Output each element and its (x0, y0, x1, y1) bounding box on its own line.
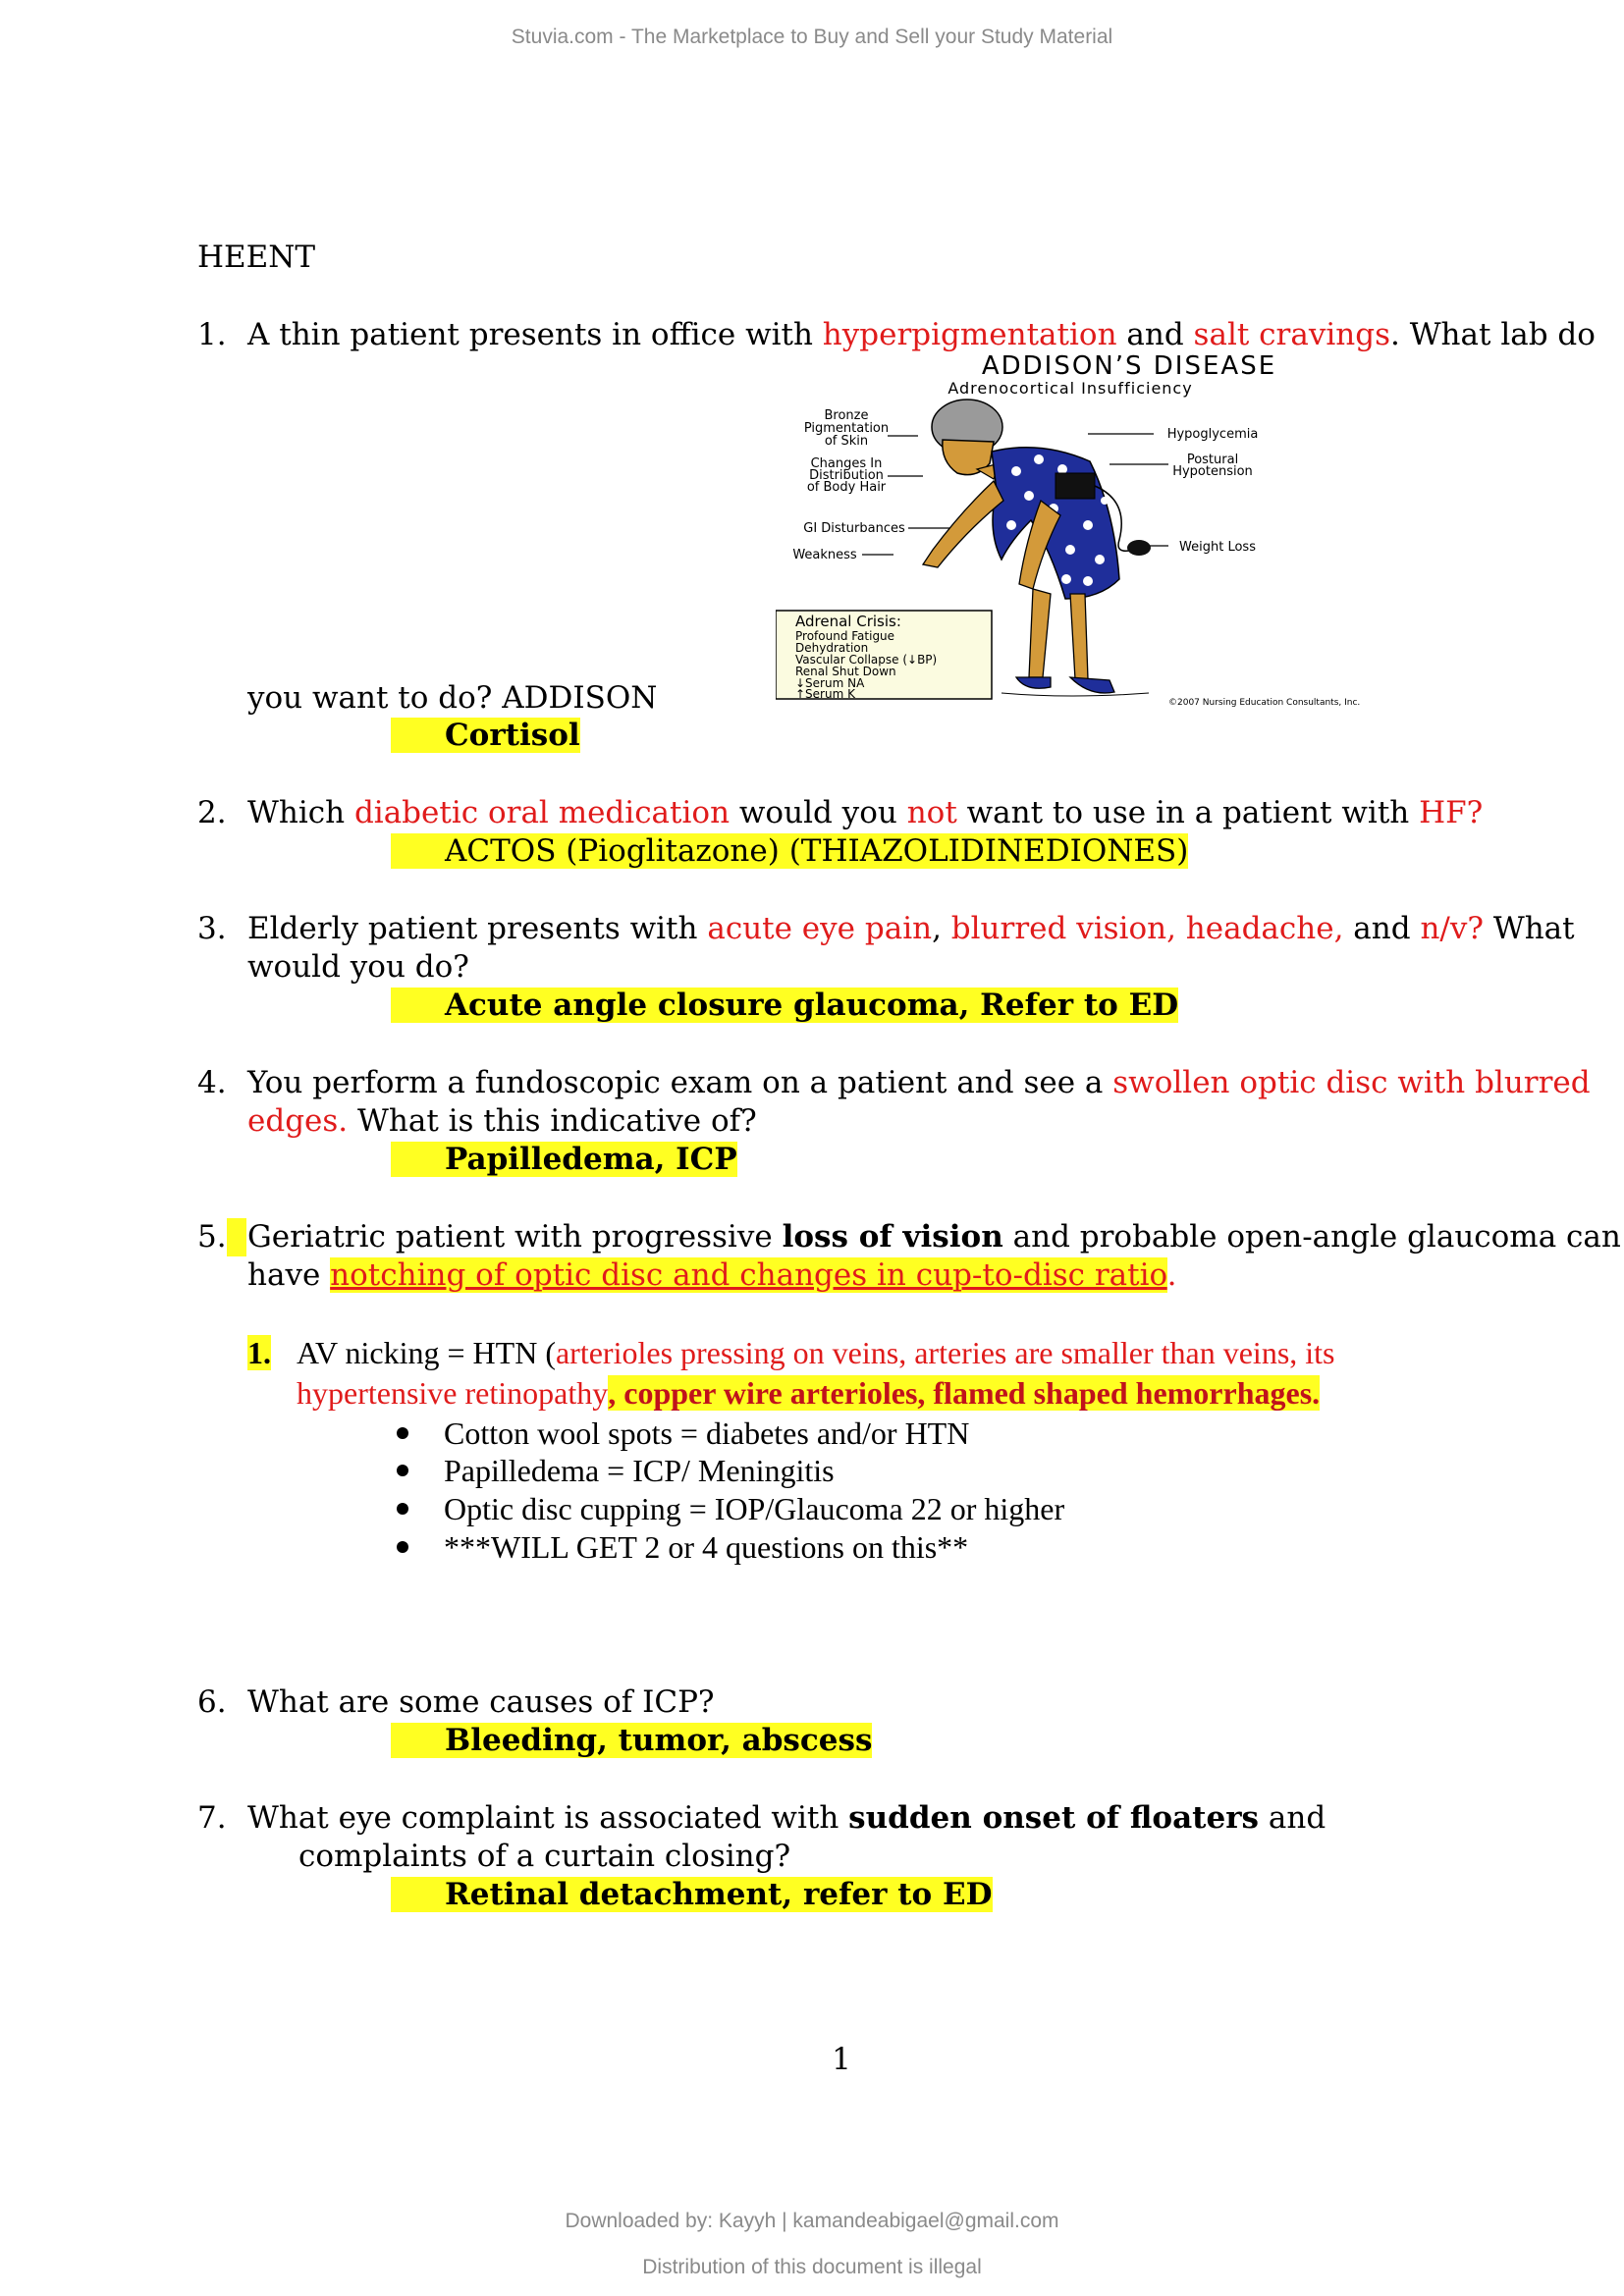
question-5-text-line2: have notching of optic disc and changes in cup-to-disc ratio. (247, 1257, 1177, 1293)
question-5-text: Geriatric patient with progressive loss of vision and probable open-angle glaucoma can (247, 1219, 1621, 1255)
addisons-illustration (776, 353, 1384, 721)
crisis-item: ↓Serum NA (795, 676, 865, 690)
label-postural: Postural (1186, 453, 1239, 467)
label-changes-in: Changes In (810, 456, 883, 471)
question-3-number: 3. (197, 911, 227, 946)
sub-item-text: AV nicking = HTN (arterioles pressing on veins, arteries are smaller than veins, its (297, 1335, 1335, 1370)
question-6-text: What are some causes of ICP? (247, 1684, 715, 1720)
crisis-item: Renal Shut Down (795, 665, 896, 678)
question-2-number: 2. (197, 795, 227, 830)
question-3-answer: Acute angle closure glaucoma, Refer to ED (391, 987, 1178, 1025)
footer-downloaded: Downloaded by: Kayyh | kamandeabigael@gmail.com (565, 2210, 1059, 2232)
question-6-number: 6. (197, 1684, 227, 1720)
question-4-text: You perform a fundoscopic exam on a patient and see a swollen optic disc with blurred (247, 1065, 1591, 1100)
question-4-number: 4. (197, 1065, 227, 1100)
bullet-dot (397, 1465, 408, 1476)
question-2-text: Which diabetic oral medication would you not want to use in a patient with HF? (247, 795, 1484, 830)
label-hypotension: Hypotension (1172, 464, 1253, 479)
figure-credit: ©2007 Nursing Education Consultants, Inc. (1168, 698, 1361, 708)
crisis-item: Dehydration (795, 641, 869, 655)
page-number: 1 (832, 2042, 851, 2077)
crisis-title: Adrenal Crisis: (795, 613, 901, 630)
question-4-text-line2: edges. What is this indicative of? (247, 1103, 757, 1139)
question-7-answer: Retinal detachment, refer to ED (391, 1876, 993, 1914)
label-hypoglycemia: Hypoglycemia (1166, 427, 1259, 442)
question-1-answer: Cortisol (391, 717, 580, 755)
sub-item-text-line2: hypertensive retinopathy, copper wire arterioles, flamed shaped hemorrhages. (297, 1375, 1321, 1411)
question-7-text: What eye complaint is associated with sudden onset of floaters and (247, 1800, 1326, 1836)
crisis-item: Vascular Collapse (↓BP) (795, 653, 938, 667)
question-1-text: A thin patient presents in office with hyperpigmentation and salt cravings. What lab do (247, 317, 1596, 352)
question-7-text-line2: complaints of a curtain closing? (298, 1839, 791, 1874)
header-banner: Stuvia.com - The Marketplace to Buy and Sell your Study Material (511, 26, 1113, 48)
label-pigmentation: Pigmentation (803, 421, 890, 436)
sub-item-number: 1. (247, 1335, 271, 1370)
fundus-finding-2: Papilledema = ICP/ Meningitis (444, 1453, 835, 1488)
label-weakness: Weakness (792, 548, 857, 562)
label-distribution: Distribution (809, 468, 884, 483)
question-4-answer: Papilledema, ICP (391, 1141, 737, 1179)
fundus-finding-1: Cotton wool spots = diabetes and/or HTN (444, 1415, 970, 1451)
footer-illegal: Distribution of this document is illegal (642, 2256, 982, 2278)
label-body-hair: of Body Hair (806, 480, 887, 495)
figure-title: ADDISON’S DISEASE (981, 353, 1277, 381)
section-heading: HEENT (197, 240, 316, 275)
question-2-answer: ACTOS (Pioglitazone) (THIAZOLIDINEDIONES) (391, 832, 1188, 871)
addisons-disease-figure (776, 353, 1384, 721)
question-3-text: Elderly patient presents with acute eye pain, blurred vision, headache, and n/v? What (247, 911, 1575, 946)
label-gi-disturbances: GI Disturbances (803, 521, 905, 536)
bullet-dot (397, 1427, 408, 1439)
question-3-text-line2: would you do? (247, 949, 469, 985)
crisis-item: ↑Serum K (795, 687, 855, 701)
label-weight-loss: Weight Loss (1179, 540, 1256, 555)
bullet-dot (397, 1541, 408, 1553)
question-6-answer: Bleeding, tumor, abscess (391, 1722, 872, 1760)
figure-subtitle: Adrenocortical Insufficiency (947, 379, 1193, 398)
fundus-finding-4: ***WILL GET 2 or 4 questions on this** (444, 1529, 969, 1565)
label-of-skin: of Skin (824, 434, 869, 449)
fundus-finding-3: Optic disc cupping = IOP/Glaucoma 22 or higher (444, 1491, 1065, 1526)
question-5-number: 5. (197, 1218, 246, 1256)
question-1-text-line2: you want to do? ADDISON (247, 680, 658, 716)
crisis-item: Profound Fatigue (795, 629, 895, 643)
question-7-number: 7. (197, 1800, 227, 1836)
bullet-dot (397, 1503, 408, 1515)
question-1-number: 1. (197, 317, 227, 352)
label-bronze: Bronze (824, 408, 869, 423)
